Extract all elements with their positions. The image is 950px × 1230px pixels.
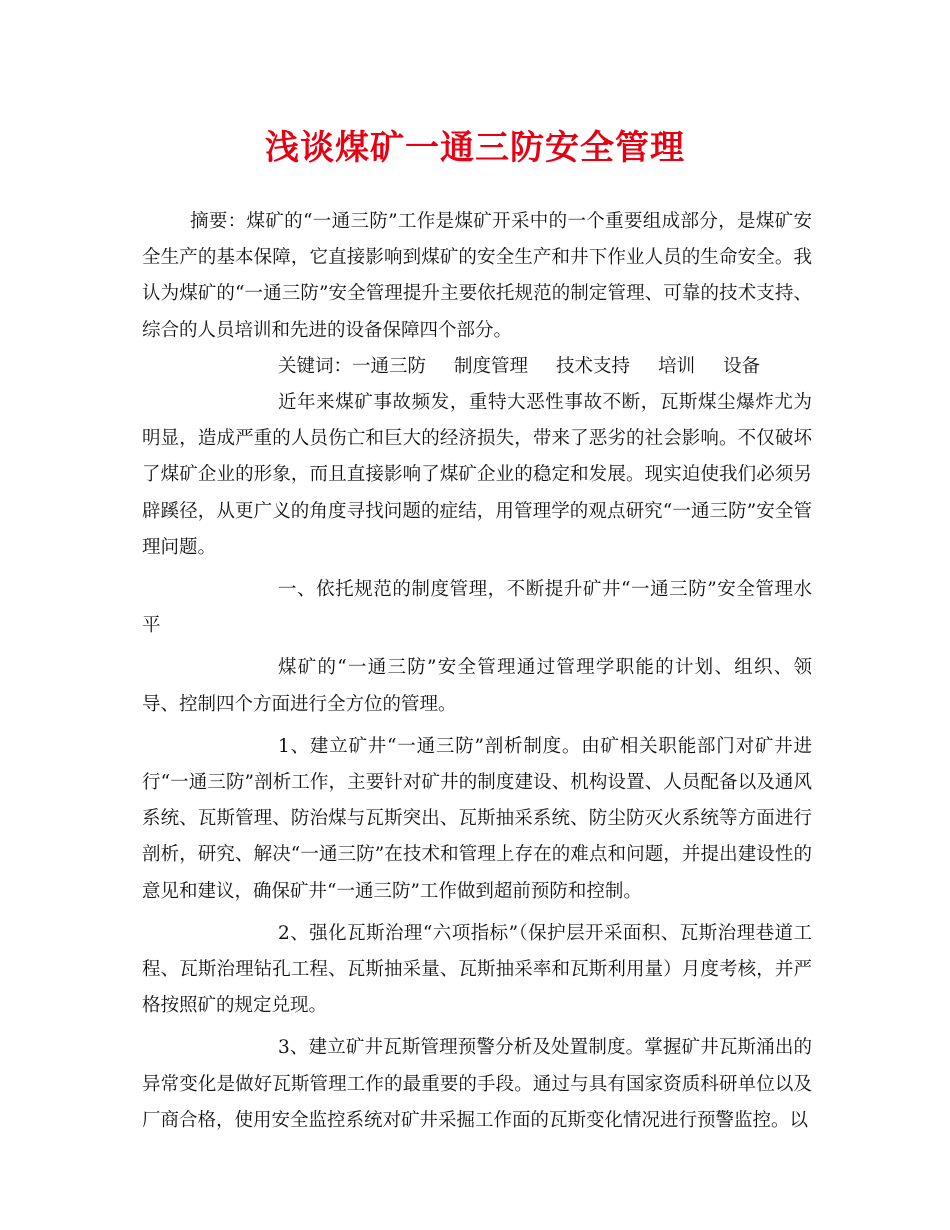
list-item-2: 2、强化瓦斯治理“六项指标”（保护层开采面积、瓦斯治理巷道工程、瓦斯治理钻孔工程、瓦斯抽采量、瓦斯抽采率和瓦斯利用量）月度考核，并严格按照矿的规定兑现。: [142, 922, 812, 1017]
keyword-item: 一通三防: [352, 355, 427, 377]
keywords-line: [142, 349, 812, 385]
abstract-paragraph: 摘要：煤矿的“一通三防”工作是煤矿开采中的一个重要组成部分，是煤矿安全生产的基本保障，它直接影响到煤矿的安全生产和井下作业人员的生命安全。我认为煤矿的“一通三防”安全管理提升主要依托规范的制定管理、可靠的技术支持、综合的人员培训和先进的设备保障四个部分。: [142, 211, 812, 341]
list-item-1: 1、建立矿井“一通三防”剖析制度。由矿相关职能部门对矿井进行“一通三防”剖析工作，主要针对矿井的制度建设、机构设置、人员配备以及通风系统、瓦斯管理、防治煤与瓦斯突出、瓦斯抽采系统、防尘防灭火系统等方面进行剖析，研究、解决“一通三防”在技术和管理上存在的难点和问题，并提出建设性的意见和建议，确保矿井“一通三防”工作做到超前预防和控制。: [142, 735, 812, 902]
keyword-item: 制度管理: [454, 355, 529, 377]
keyword-item: 技术支持: [556, 355, 631, 377]
keyword-item: 设备: [723, 355, 761, 377]
section-heading: 一、依托规范的制度管理，不断提升矿井“一通三防”安全管理水平: [142, 579, 812, 637]
document-body: [142, 204, 812, 1139]
document-title: 浅谈煤矿一通三防安全管理: [265, 128, 685, 168]
section-intro-paragraph: 煤矿的“一通三防”安全管理通过管理学职能的计划、组织、领导、控制四个方面进行全方位的管理。: [142, 657, 812, 715]
list-item-3: 3、建立矿井瓦斯管理预警分析及处置制度。掌握矿井瓦斯涌出的异常变化是做好瓦斯管理工作的最重要的手段。通过与具有国家资质科研单位以及厂商合格，使用安全监控系统对矿井采掘工作面的瓦斯变化情况进行预警监控。以: [142, 1037, 812, 1131]
keyword-item: 培训: [658, 355, 696, 377]
intro-paragraph: 近年来煤矿事故频发，重特大恶性事故不断，瓦斯煤尘爆炸尤为明显，造成严重的人员伤亡和巨大的经济损失，带来了恶劣的社会影响。不仅破坏了煤矿企业的形象，而且直接影响了煤矿企业的稳定和发展。现实迫使我们必须另辟蹊径，从更广义的角度寻找问题的症结，用管理学的观点研究“一通三防”安全管理问题。: [142, 392, 812, 558]
keywords-label: 关键词：: [278, 355, 353, 377]
